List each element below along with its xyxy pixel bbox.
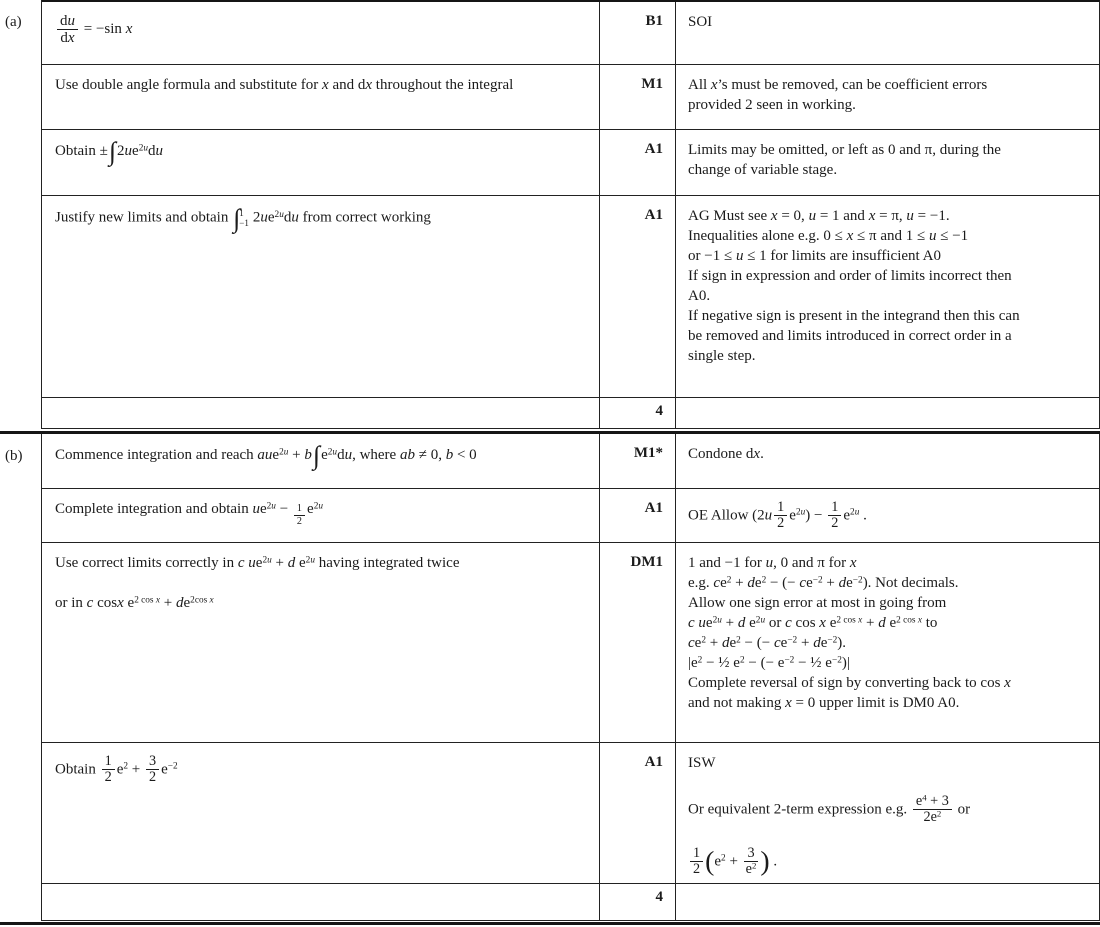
- guidance-cell: Limits may be omitted, or left as 0 and π, during the change of variable stage.: [688, 142, 1001, 178]
- bottom-rule: [0, 922, 1100, 925]
- mark-row: [42, 2, 1099, 65]
- mark-cell: B1: [600, 2, 676, 64]
- mark-cell: A1: [600, 489, 676, 542]
- mark-row: [42, 543, 1099, 743]
- part-label-a: (a): [0, 0, 42, 429]
- guidance-cell: SOI: [688, 14, 713, 30]
- mark-cell: A1: [600, 130, 676, 195]
- mark-row: [42, 196, 1099, 398]
- guidance-cell: OE Allow (2u $\frac{1}{2}$ $e^{2u}$) − $\frac{1}{2}$ $e^{2u}$ .: [688, 499, 867, 532]
- mark-cell: DM1: [600, 543, 676, 742]
- total-row: [42, 398, 1099, 429]
- mark-cell: A1: [600, 196, 676, 397]
- mark-row: [42, 489, 1099, 543]
- total-marks: 4: [600, 884, 676, 920]
- answer-cell: [42, 884, 600, 920]
- answer-cell: $\frac{du}{dx}$ = −sin x: [42, 2, 600, 64]
- answer-cell: Justify new limits and obtain ∫ 1 −1 $2ue^{2u}du$ from correct working: [42, 196, 600, 397]
- answer-cell: Use double angle formula and substitute for x and dx throughout the integral: [42, 65, 600, 129]
- guidance-cell: Condone dx.: [688, 446, 764, 462]
- answer-cell: Obtain $\pm\int 2ue^{2u}du$: [42, 130, 600, 195]
- guidance-cell: 1 and −1 for u, 0 and π for x e.g. $ce^2 + de^2$ − (− $ce^{-2} + de^{-2}$). Not decimals. Allow one sign error at most in going from c $ue^{2u} + d$ $e^{2u}$ or c cos x $e^{2 cos x} + d$ $e^{2 cos x}$ to $ce^2 + de^2$ − (− $ce^{-2} + de^{-2}$). $|e^2$ − ½ $e^2$ − (− $e^{-2}$ − ½ $e^{-2})|$ Complete reversal of sign by converting back to cos x and not making x = 0 upper limit is DM0 A0.: [688, 555, 1011, 711]
- mark-row: [42, 65, 1099, 130]
- part-label-b: (b): [0, 434, 42, 921]
- mark-row: [42, 743, 1099, 884]
- answer-cell: [42, 398, 600, 428]
- total-row: [42, 884, 1099, 921]
- answer-cell: Obtain $\frac{1}{2}$ $e^2$ + $\frac{3}{2}$ $e^{-2}$: [42, 743, 600, 883]
- mark-row: [42, 130, 1099, 196]
- guidance-cell: [676, 398, 1099, 428]
- guidance-cell: All x’s must be removed, can be coefficient errors provided 2 seen in working.: [688, 77, 988, 113]
- mark-cell: M1*: [600, 434, 676, 488]
- answer-cell: Commence integration and reach $aue^{2u} + b\int e^{2u}du$, where ab ≠ 0, b < 0: [42, 434, 600, 488]
- answer-cell: Complete integration and obtain $ue^{2u}$ − $\frac{1}{2}$ $e^{2u}$: [42, 489, 600, 542]
- section-b-rows: [42, 434, 1100, 921]
- answer-cell: Use correct limits correctly in c $ue^{2u} + d$ $e^{2u}$ having integrated twice or in c cosx $e^{2 cos x} + de^{2cos x}$: [42, 543, 600, 742]
- guidance-cell: [676, 884, 1099, 920]
- mark-row: [42, 434, 1099, 489]
- mark-cell: A1: [600, 743, 676, 883]
- guidance-cell: ISW Or equivalent 2-term expression e.g. $\frac{e^4 + 3}{2e^2}$ or $\frac{1}{2}$ ($e^2$ + $\frac{3}{e^2}$ ) .: [688, 755, 971, 878]
- section-b: [0, 434, 1100, 921]
- mark-cell: M1: [600, 65, 676, 129]
- section-a-rows: [42, 0, 1100, 429]
- guidance-cell: AG Must see x = 0, u = 1 and x = π, u = −1. Inequalities alone e.g. 0 ≤ x ≤ π and 1 ≤ u ≤ −1 or −1 ≤ u ≤ 1 for limits are insufficient A0 If sign in expression and order of limits incorrect then A0. If negative sign is present in the integrand then this can be removed and limits introduced in correct order in a single step.: [688, 208, 1020, 364]
- section-a: [0, 0, 1100, 429]
- total-marks: 4: [600, 398, 676, 428]
